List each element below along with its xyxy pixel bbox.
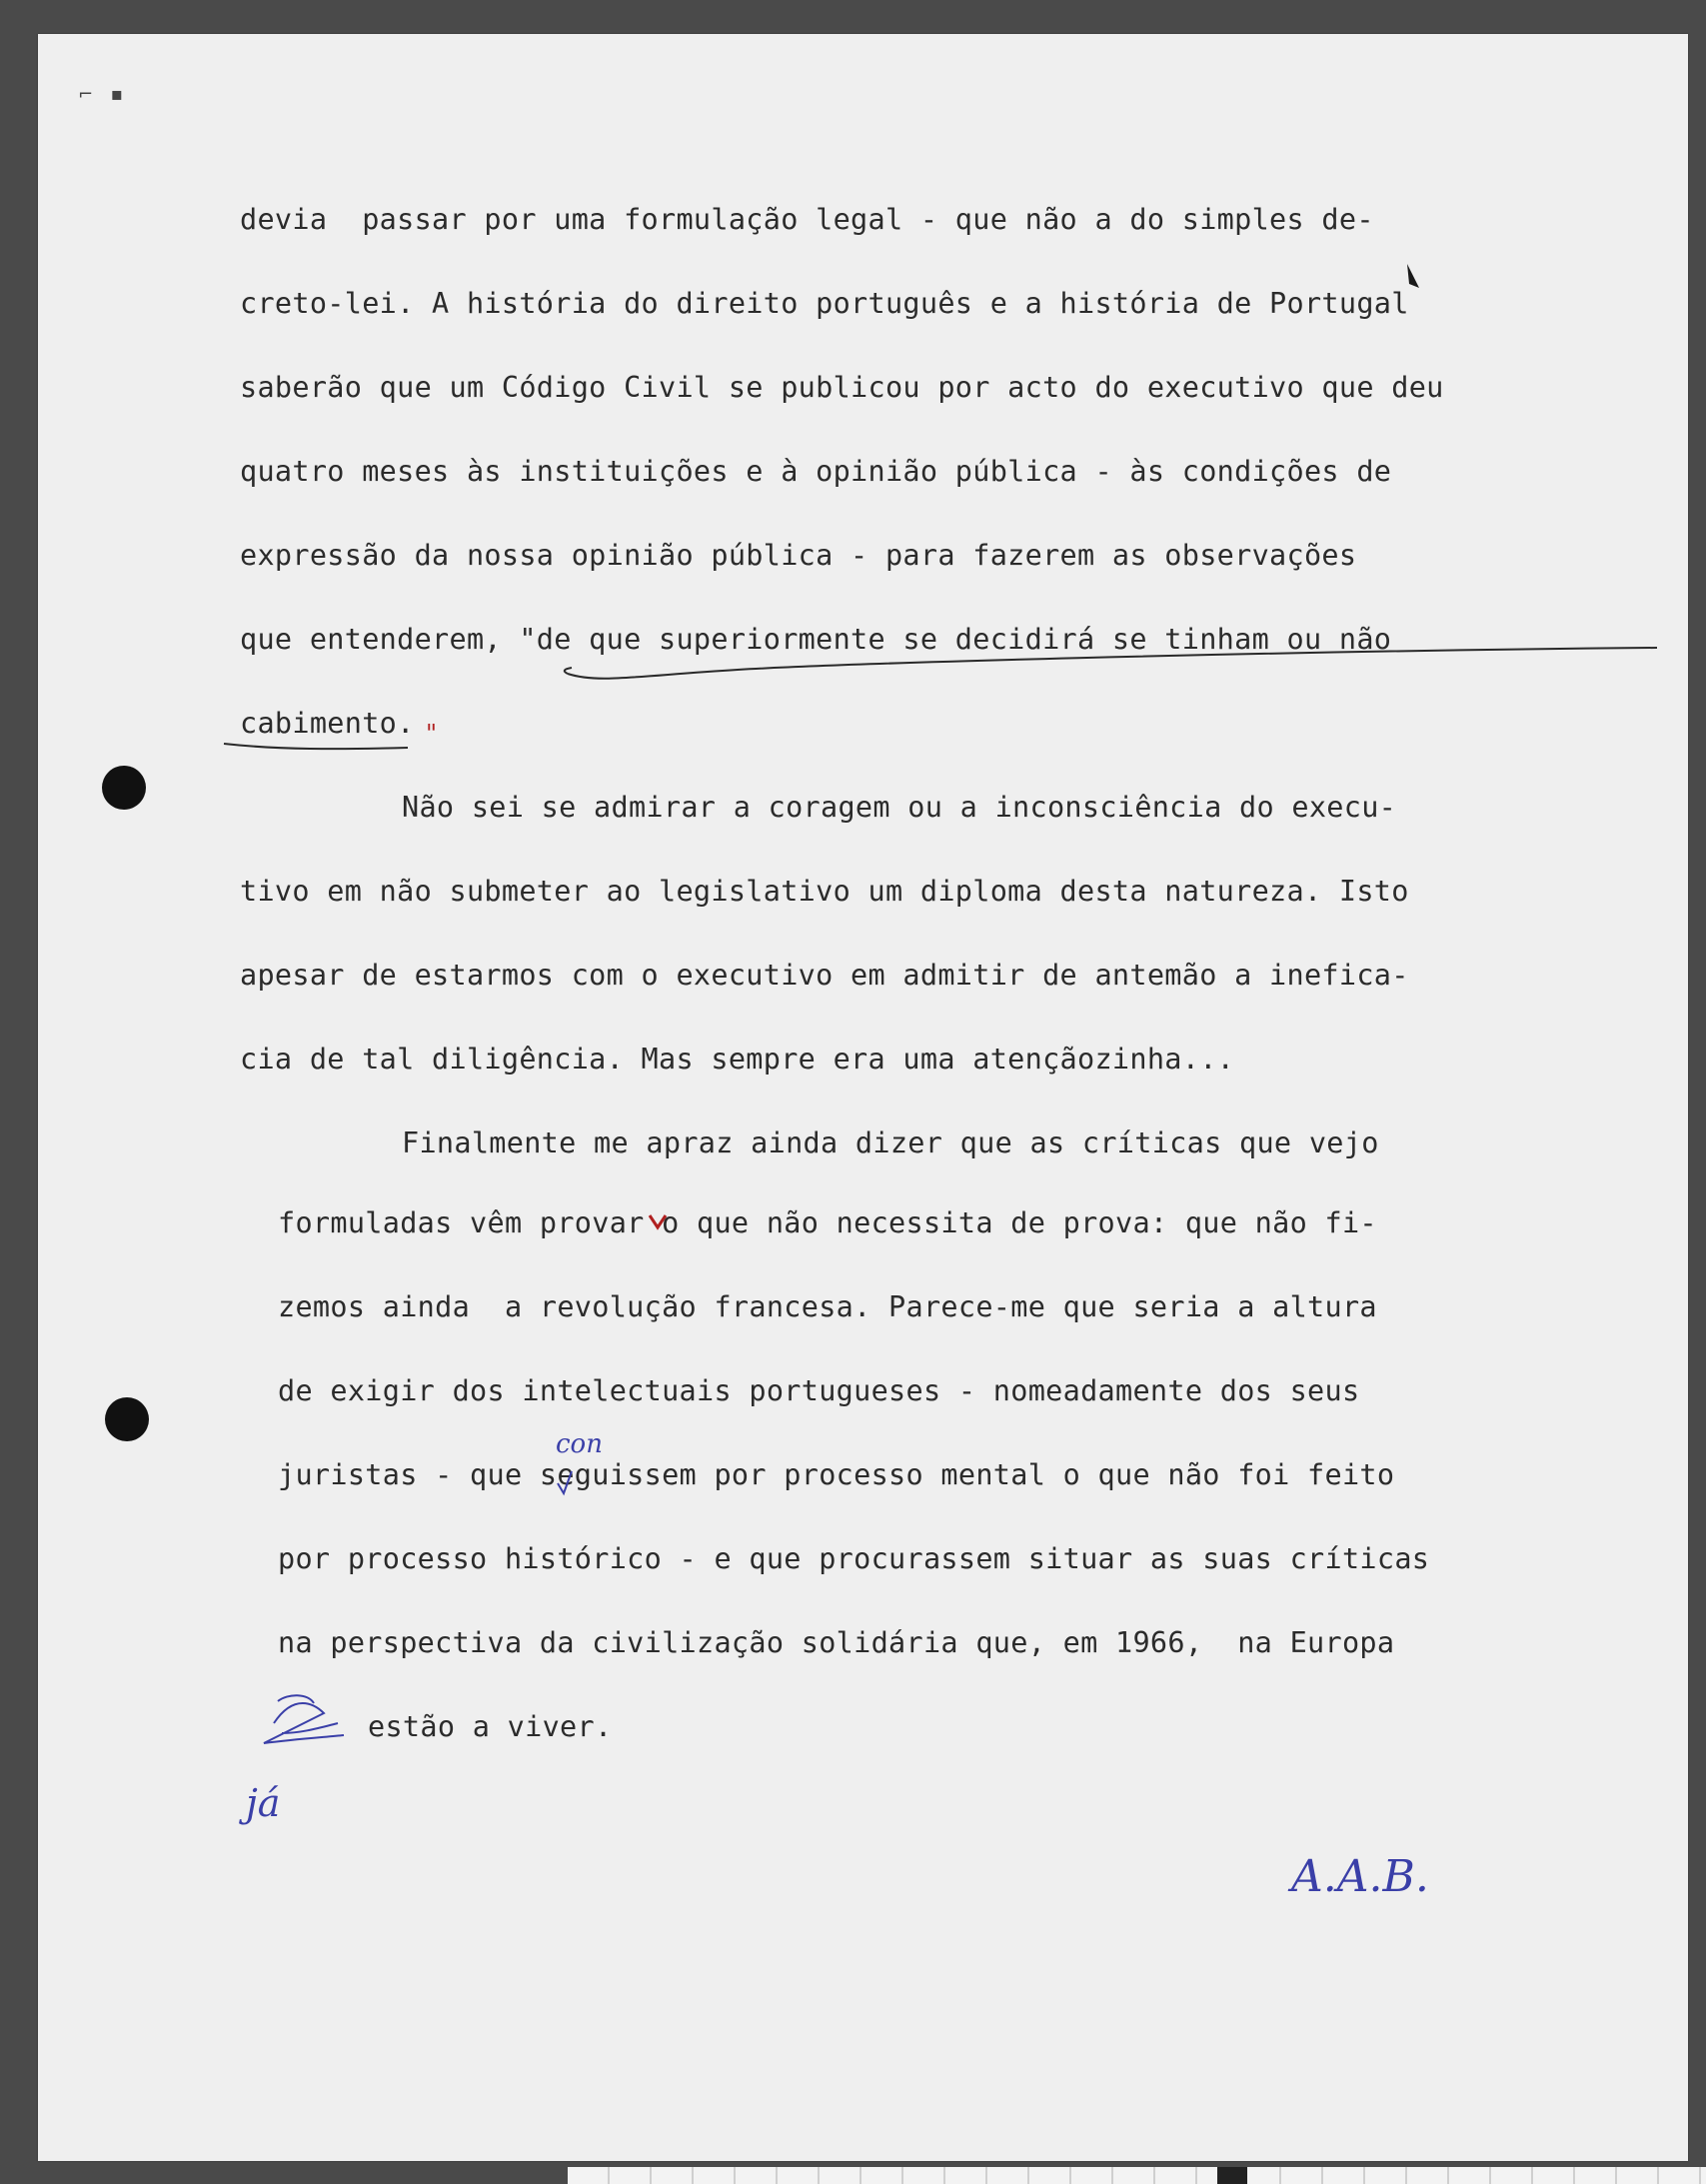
ink-scribbles	[38, 34, 1688, 2161]
text-line: zemos ainda a revolução francesa. Parece-me que seria a altura	[278, 1290, 1377, 1323]
text-line: apesar de estarmos com o executivo em admitir de antemão a inefica-	[240, 959, 1409, 992]
margin-word: já	[246, 1781, 281, 1825]
text-line: que entenderem, "de que superiormente se decidirá se tinham ou não	[240, 623, 1392, 656]
scan-edge-strip	[568, 2167, 1706, 2184]
text-line: de exigir dos intelectuais portugueses - nomeadamente dos seus	[278, 1374, 1360, 1407]
text-line: cia de tal diligência. Mas sempre era uma atençãozinha...	[240, 1043, 1235, 1076]
document-page	[38, 34, 1688, 2161]
text-line: Não sei se admirar a coragem ou a inconsciência do execu-	[402, 791, 1397, 824]
text-line: devia passar por uma formulação legal - que não a do simples de-	[240, 203, 1374, 236]
closing-quote-mark: "	[426, 720, 438, 748]
text-line: juristas - que seguissem por processo mental o que não foi feito	[278, 1458, 1395, 1491]
text-line: tivo em não submeter ao legislativo um diploma desta natureza. Isto	[240, 875, 1409, 908]
text-line: estão a viver.	[368, 1710, 613, 1743]
scan-edge-mark	[1217, 2167, 1247, 2184]
text-line: expressão da nossa opinião pública - para fazerem as observações	[240, 539, 1357, 572]
inserted-word: con	[556, 1429, 603, 1459]
text-line: quatro meses às instituições e à opinião pública - às condições de	[240, 455, 1392, 488]
text-line: formuladas vêm provar o que não necessita de prova: que não fi-	[278, 1206, 1377, 1239]
text-line: por processo histórico - e que procurassem situar as suas críticas	[278, 1542, 1430, 1575]
signature: A.A.B.	[1291, 1851, 1429, 1902]
text-line: saberão que um Código Civil se publicou por acto do executivo que deu	[240, 371, 1444, 404]
text-line: creto-lei. A história do direito português e a história de Portugal	[240, 287, 1409, 320]
text-line: na perspectiva da civilização solidária que, em 1966, na Europa	[278, 1626, 1395, 1659]
text-line: Finalmente me apraz ainda dizer que as críticas que vejo	[402, 1126, 1379, 1159]
text-line: cabimento.	[240, 707, 415, 740]
corner-mark: ⌐ ▪	[78, 84, 130, 105]
